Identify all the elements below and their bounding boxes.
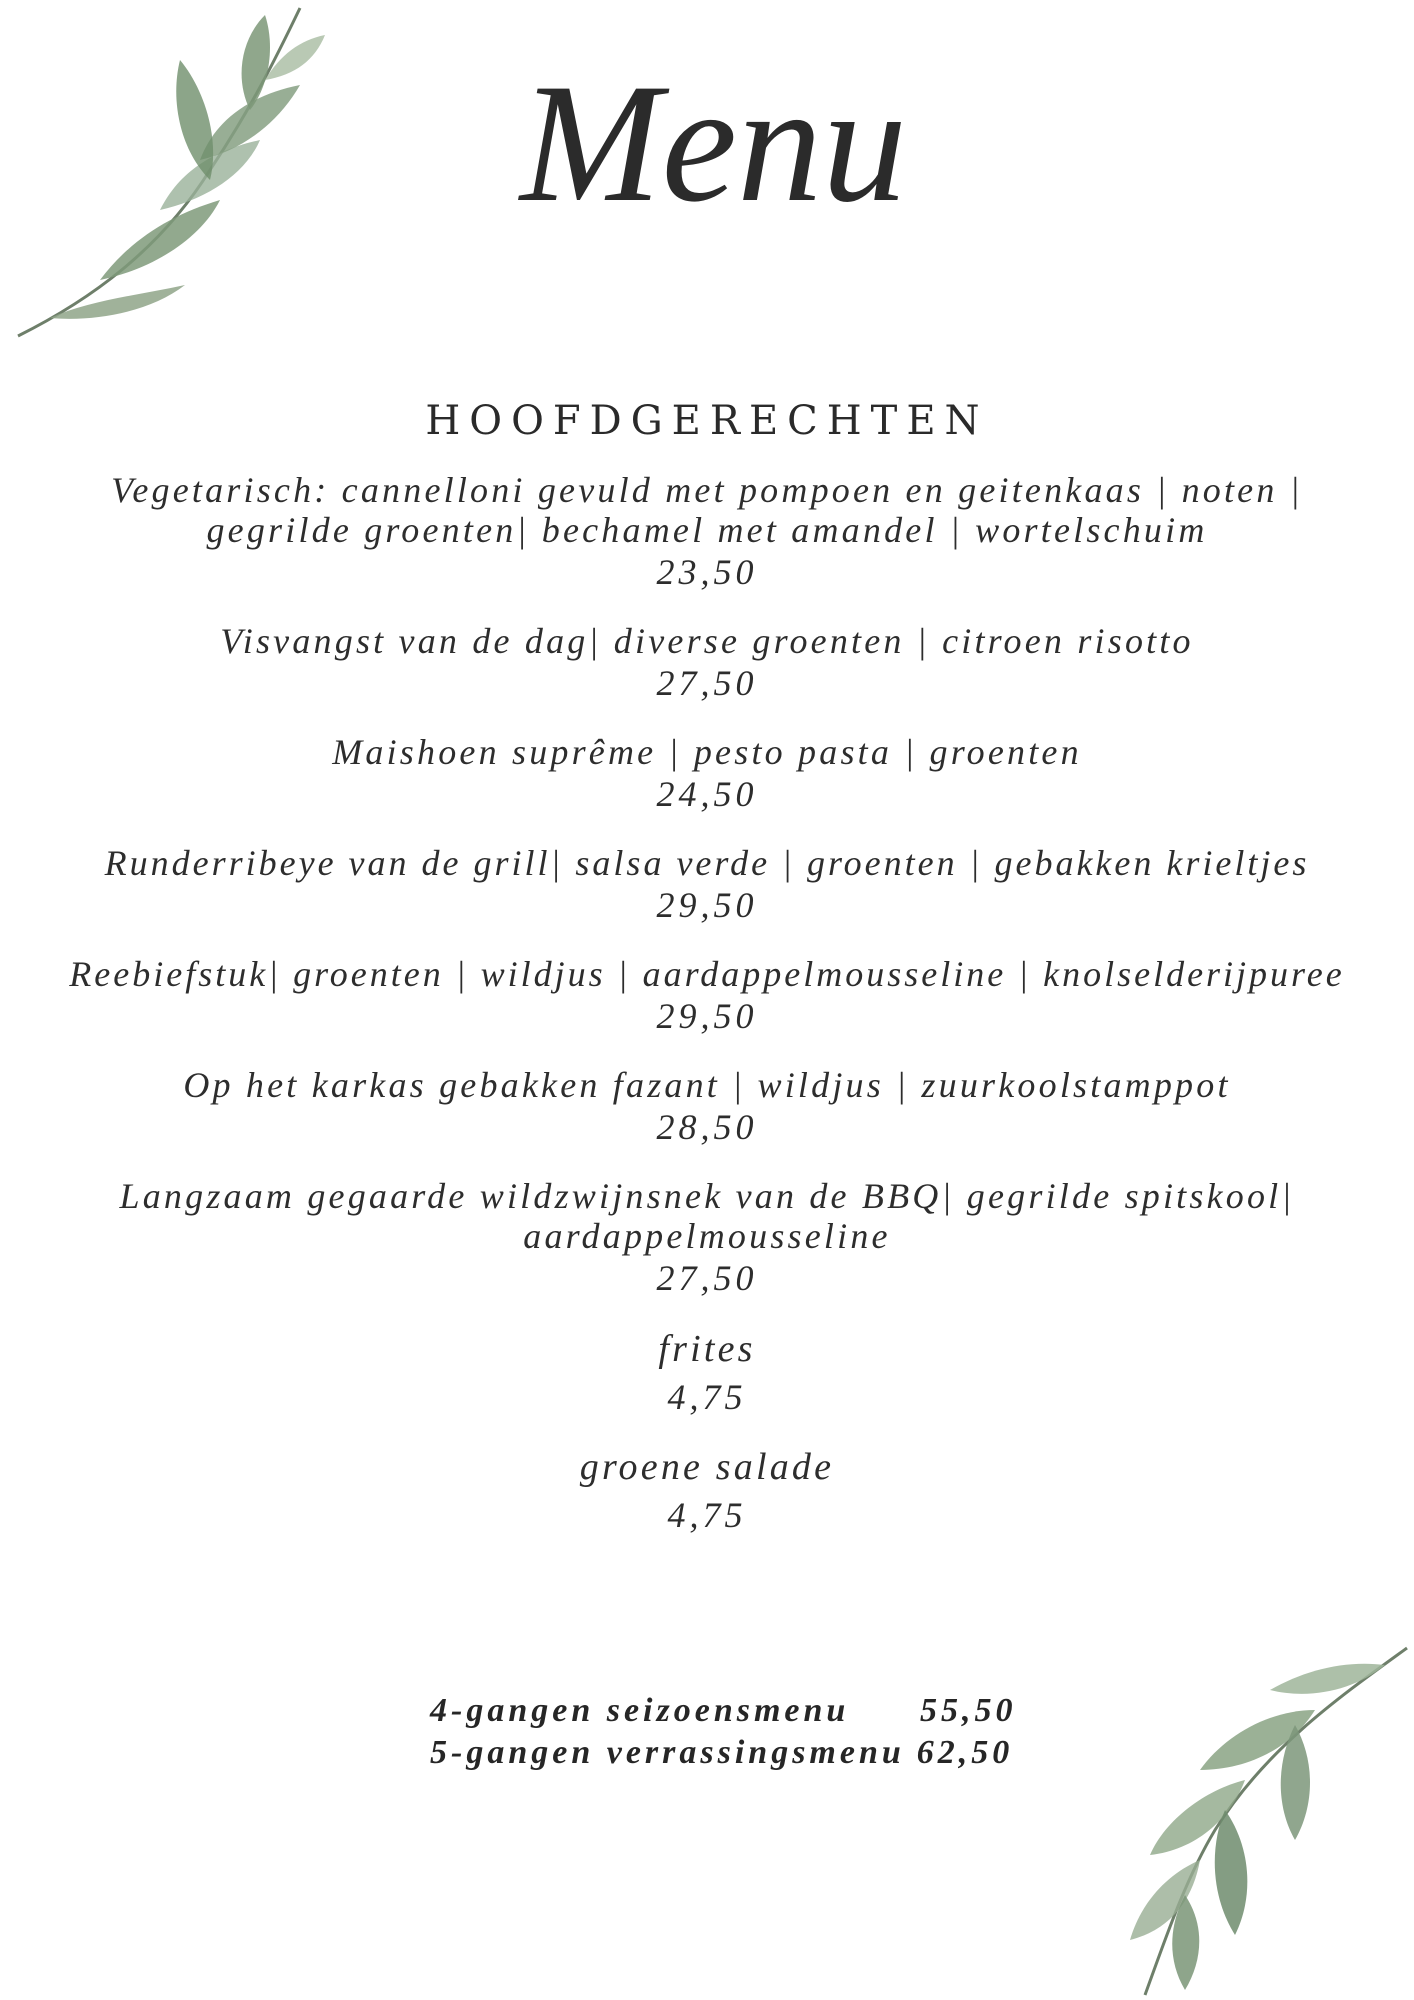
dish-description: Op het karkas gebakken fazant | wildjus | zuurkoolstamppot	[183, 1065, 1231, 1105]
svg-text:Menu: Menu	[520, 49, 908, 237]
menu-items	[0, 470, 1414, 1563]
dish-price: 29,50	[656, 996, 758, 1036]
side-price: 4,75	[667, 1495, 747, 1535]
dish-price: 27,50	[656, 663, 758, 703]
dish-price: 28,50	[656, 1107, 758, 1147]
section-heading: HOOFDGERECHTEN	[425, 398, 989, 444]
dish-item	[0, 1176, 1414, 1300]
side-description: frites	[658, 1328, 756, 1370]
dish-item	[0, 470, 1414, 594]
side-description: groene salade	[579, 1446, 835, 1488]
leaf-branch-top-icon	[10, 0, 340, 350]
side-price: 4,75	[667, 1377, 747, 1417]
dish-description: Runderribeye van de grill| salsa verde | groenten | gebakken krieltjes	[104, 843, 1310, 883]
set-menu-name: 5-gangen verrassingsmenu	[430, 1734, 905, 1771]
set-menu-row	[430, 1690, 1017, 1732]
dish-price: 23,50	[656, 552, 758, 592]
side-item	[0, 1445, 1414, 1541]
dish-description: Vegetarisch: cannelloni gevuld met pompoen en geitenkaas | noten | gegrilde groenten| bechamel met amandel | wortelschuim	[111, 470, 1303, 550]
set-menu-price: 55,50	[920, 1692, 1017, 1729]
set-menu-name: 4-gangen seizoensmenu	[430, 1692, 850, 1729]
dish-item	[0, 843, 1414, 927]
set-menu-price: 62,50	[916, 1734, 1014, 1771]
dish-price: 29,50	[656, 885, 758, 925]
leaf-branch-bottom-icon	[1085, 1640, 1414, 2000]
dish-description: Maishoen suprême | pesto pasta | groenten	[332, 732, 1082, 772]
dish-price: 27,50	[656, 1258, 758, 1298]
dish-item	[0, 954, 1414, 1038]
dish-item	[0, 1065, 1414, 1149]
dish-description: Langzaam gegaarde wildzwijnsnek van de BBQ| gegrilde spitskool| aardappelmousseline	[119, 1176, 1295, 1256]
dish-price: 24,50	[656, 774, 758, 814]
dish-description: Reebiefstuk| groenten | wildjus | aardappelmousseline | knolselderijpuree	[69, 954, 1345, 994]
dish-description: Visvangst van de dag| diverse groenten | citroen risotto	[220, 621, 1194, 661]
menu-title	[500, 20, 960, 310]
dish-item	[0, 621, 1414, 705]
set-menu-row	[430, 1732, 1017, 1774]
side-item	[0, 1327, 1414, 1423]
dish-item	[0, 732, 1414, 816]
set-menus	[430, 1690, 1017, 1774]
